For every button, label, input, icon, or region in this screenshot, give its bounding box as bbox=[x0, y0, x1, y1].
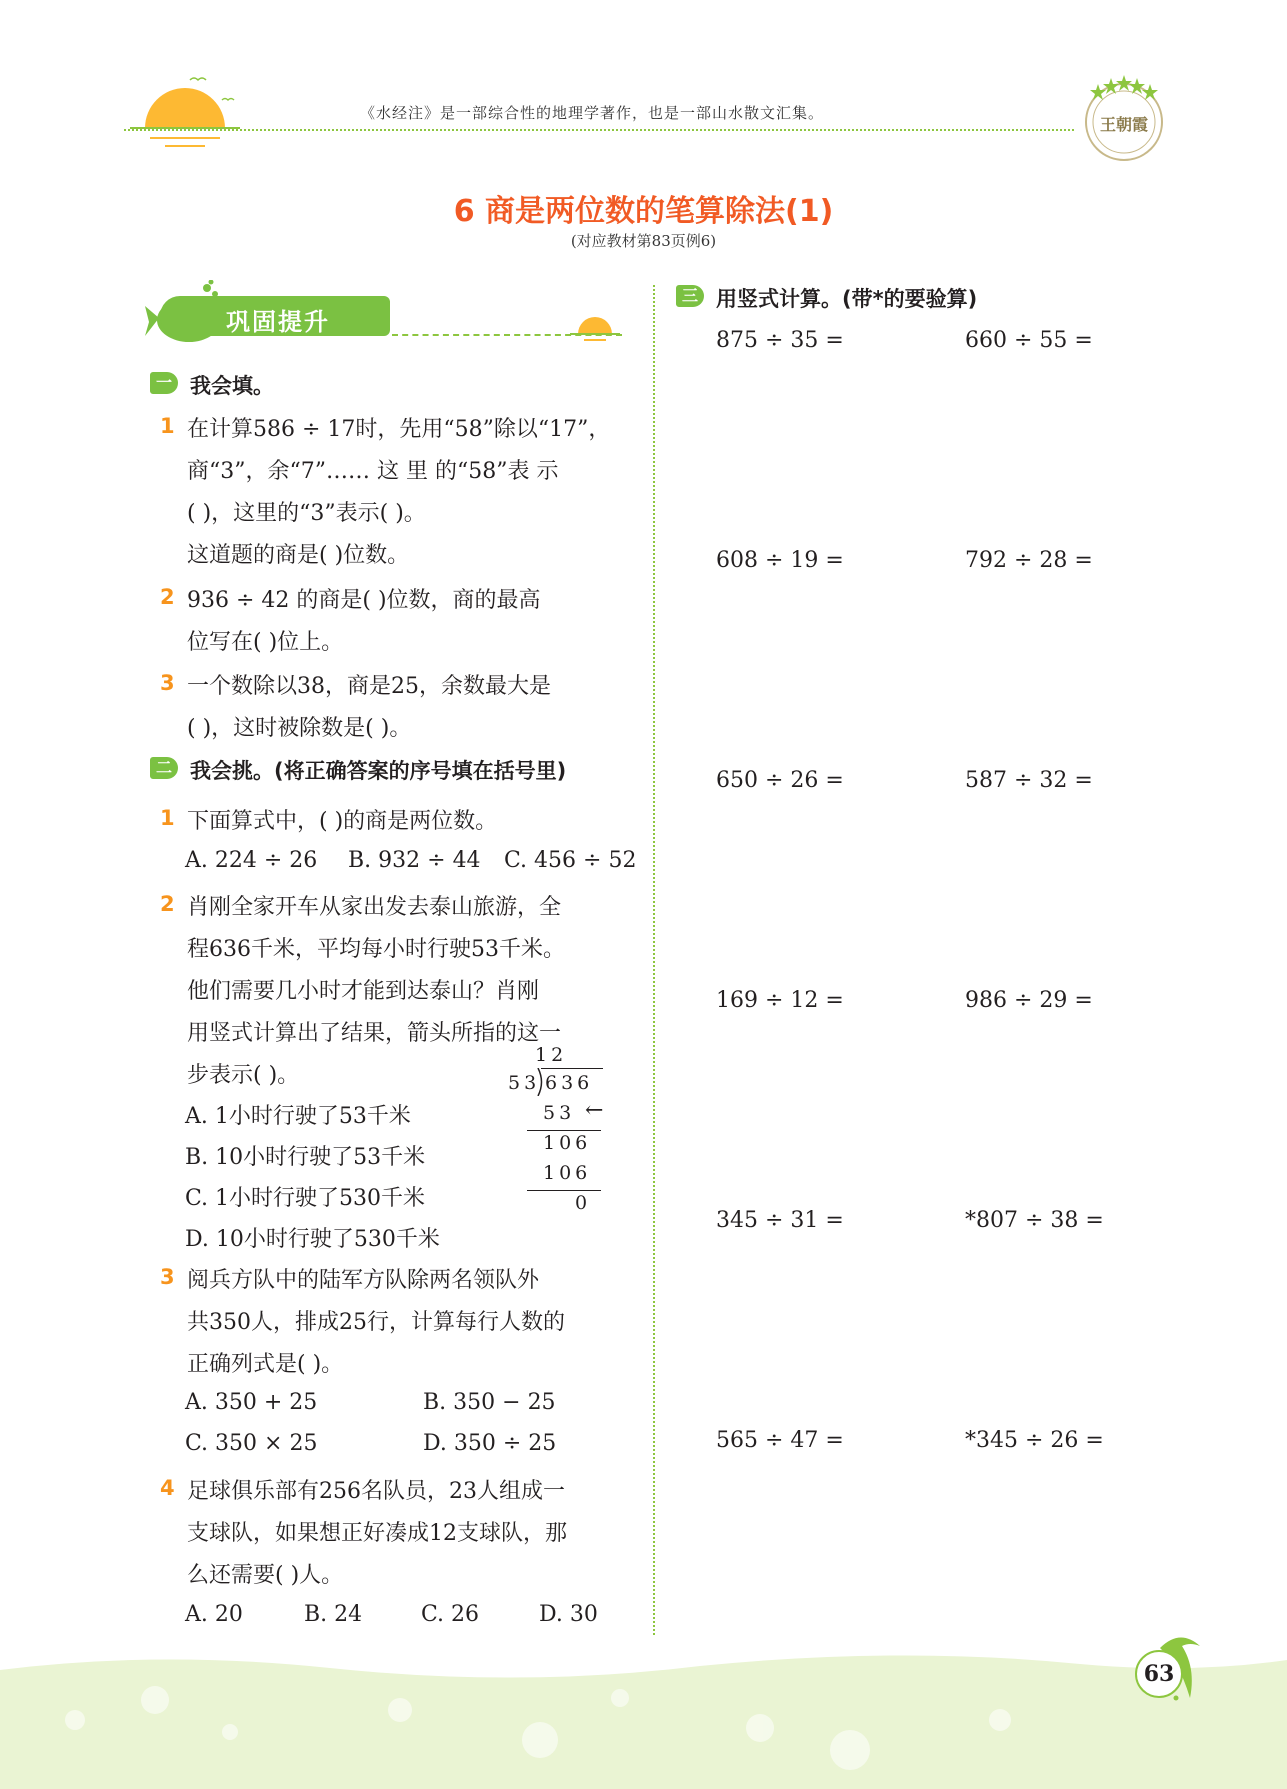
question-text: 么还需要( )人。 bbox=[187, 1563, 344, 1588]
question-text: 商“3”，余“7”…… 这 里 的“58”表 示 bbox=[187, 459, 559, 484]
question-text: 步表示( )。 bbox=[187, 1063, 300, 1088]
option-d: D. 30 bbox=[539, 1602, 598, 1627]
division-problem: *807 ÷ 38 = bbox=[965, 1208, 1104, 1233]
svg-text:王朝霞: 王朝霞 bbox=[1099, 115, 1149, 134]
question-number: 3 bbox=[160, 671, 175, 695]
option-d: D. 350 ÷ 25 bbox=[423, 1431, 557, 1456]
division-problem: 345 ÷ 31 = bbox=[716, 1208, 844, 1233]
question-text: ( )，这里的“3”表示( )。 bbox=[187, 501, 426, 526]
option-a: A. 224 ÷ 26 bbox=[185, 848, 318, 873]
option-a: A. 20 bbox=[185, 1602, 243, 1627]
option-c: C. 1小时行驶了530千米 bbox=[185, 1186, 426, 1211]
logo-seal-icon bbox=[1078, 72, 1170, 164]
section-heading-2: 我会挑。(将正确答案的序号填在括号里) bbox=[190, 759, 567, 783]
subtraction-line bbox=[527, 1130, 601, 1131]
footer-hills bbox=[0, 1640, 1287, 1789]
question-text: 程636千米，平均每小时行驶53千米。 bbox=[187, 937, 565, 962]
division-problem: 875 ÷ 35 = bbox=[716, 328, 844, 353]
step-remainder: 106 bbox=[543, 1132, 592, 1154]
division-problem: 587 ÷ 32 = bbox=[965, 768, 1093, 793]
question-text: 在计算586 ÷ 17时，先用“58”除以“17”， bbox=[187, 417, 611, 442]
division-problem: 986 ÷ 29 = bbox=[965, 988, 1093, 1013]
banner-title: 巩固提升 bbox=[226, 308, 330, 336]
division-problem: 792 ÷ 28 = bbox=[965, 548, 1093, 573]
question-text: 阅兵方队中的陆军方队除两名领队外 bbox=[187, 1268, 540, 1293]
question-text: 936 ÷ 42 的商是( )位数，商的最高 bbox=[187, 588, 541, 613]
question-number: 3 bbox=[160, 1265, 175, 1289]
small-sun-icon bbox=[570, 305, 620, 345]
dividend: 636 bbox=[545, 1072, 594, 1094]
question-text: ( )，这时被除数是( )。 bbox=[187, 716, 412, 741]
question-number: 1 bbox=[160, 806, 175, 830]
question-text: 下面算式中，( )的商是两位数。 bbox=[187, 809, 498, 834]
section-heading-1: 我会填。 bbox=[190, 374, 274, 398]
page-subtitle: (对应教材第83页例6) bbox=[570, 232, 717, 250]
arrow-left-icon: ← bbox=[585, 1098, 604, 1123]
option-b: B. 10小时行驶了53千米 bbox=[185, 1145, 426, 1170]
quotient: 12 bbox=[535, 1044, 568, 1066]
question-text: 他们需要几小时才能到达泰山？肖刚 bbox=[187, 979, 540, 1004]
question-text: 足球俱乐部有256名队员，23人组成一 bbox=[187, 1479, 565, 1504]
question-number: 2 bbox=[160, 585, 175, 609]
option-b: B. 350 − 25 bbox=[423, 1390, 556, 1415]
division-bar bbox=[541, 1068, 603, 1069]
option-a: A. 1小时行驶了53千米 bbox=[185, 1104, 411, 1129]
division-problem: 660 ÷ 55 = bbox=[965, 328, 1093, 353]
division-problem: 169 ÷ 12 = bbox=[716, 988, 844, 1013]
option-b: B. 932 ÷ 44 bbox=[348, 848, 481, 873]
question-text: 这道题的商是( )位数。 bbox=[187, 543, 410, 568]
header-quote: 《水经注》是一部综合性的地理学著作，也是一部山水散文汇集。 bbox=[360, 104, 825, 122]
section-badge-3: 三 bbox=[676, 285, 704, 307]
column-divider bbox=[653, 285, 655, 1635]
sun-decoration-icon bbox=[130, 60, 240, 150]
question-text: 肖刚全家开车从家出发去泰山旅游，全 bbox=[187, 895, 562, 920]
question-number: 2 bbox=[160, 892, 175, 916]
option-d: D. 10小时行驶了530千米 bbox=[185, 1227, 440, 1252]
option-a: A. 350 + 25 bbox=[185, 1390, 318, 1415]
question-text: 一个数除以38，商是25，余数最大是 bbox=[187, 674, 551, 699]
option-c: C. 456 ÷ 52 bbox=[504, 848, 637, 873]
option-b: B. 24 bbox=[304, 1602, 363, 1627]
question-text: 正确列式是( )。 bbox=[187, 1352, 344, 1377]
final-remainder: 0 bbox=[575, 1192, 592, 1214]
option-c: C. 26 bbox=[421, 1602, 480, 1627]
step-product: 53 bbox=[543, 1102, 576, 1124]
header-divider bbox=[124, 129, 1074, 131]
division-problem: 608 ÷ 19 = bbox=[716, 548, 844, 573]
long-division bbox=[505, 1040, 615, 1220]
page-number: 63 bbox=[1135, 1650, 1183, 1698]
division-problem: *345 ÷ 26 = bbox=[965, 1428, 1104, 1453]
division-problem: 650 ÷ 26 = bbox=[716, 768, 844, 793]
question-text: 共350人，排成25行，计算每行人数的 bbox=[187, 1310, 565, 1335]
divisor: 53 bbox=[508, 1072, 541, 1094]
section-badge-1: 一 bbox=[150, 372, 178, 394]
subtraction-line bbox=[527, 1190, 601, 1191]
question-number: 4 bbox=[160, 1476, 175, 1500]
option-c: C. 350 × 25 bbox=[185, 1431, 318, 1456]
question-text: 支球队，如果想正好凑成12支球队，那 bbox=[187, 1521, 567, 1546]
section-heading-3: 用竖式计算。(带*的要验算) bbox=[716, 287, 978, 311]
division-problem: 565 ÷ 47 = bbox=[716, 1428, 844, 1453]
question-text: 位写在( )位上。 bbox=[187, 630, 344, 655]
question-text: 用竖式计算出了结果，箭头所指的这一 bbox=[187, 1021, 562, 1046]
question-number: 1 bbox=[160, 414, 175, 438]
section-badge-2: 二 bbox=[150, 757, 178, 779]
page-title: 6 商是两位数的笔算除法(1) bbox=[453, 194, 834, 229]
step-product: 106 bbox=[543, 1162, 592, 1184]
